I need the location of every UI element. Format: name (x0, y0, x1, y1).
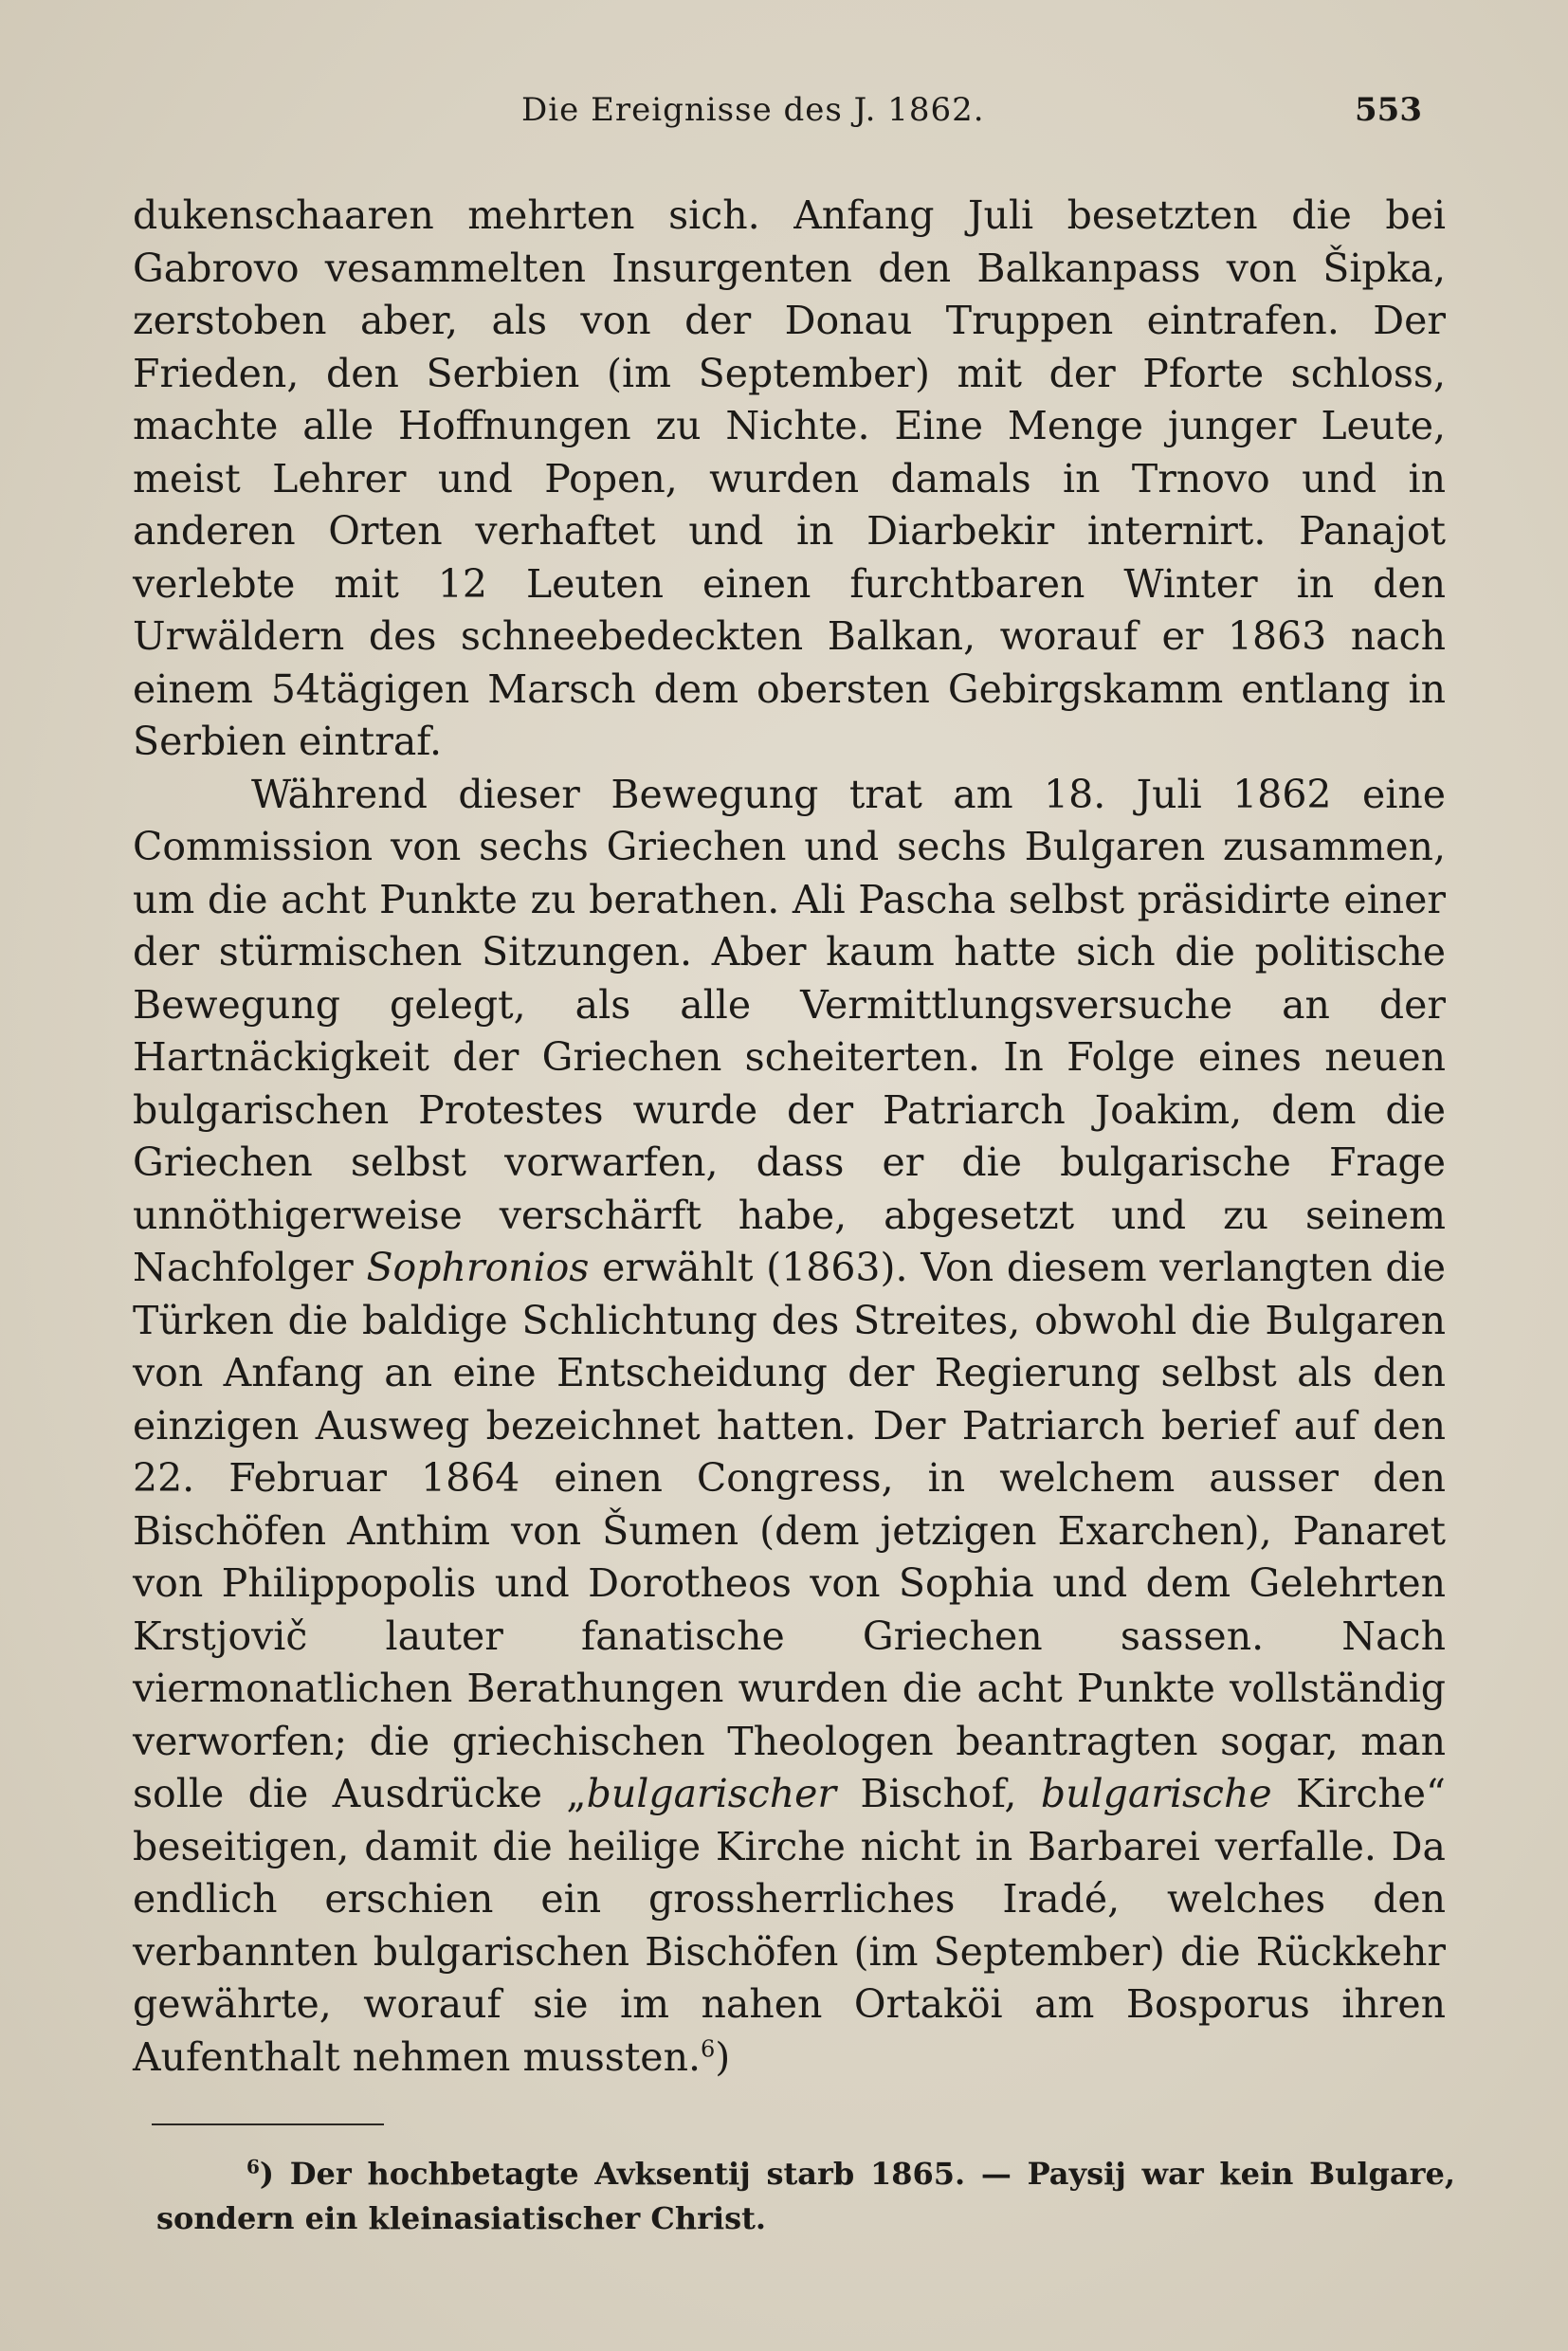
footnote (156, 2152, 1455, 2241)
footnote-marker-suffix: ) (259, 2156, 290, 2192)
running-head (133, 91, 1441, 138)
paragraph-2-closing: ) (715, 2033, 731, 2080)
paragraph-1: dukenschaaren mehrten sich. Anfang Juli besetzten die bei Gabrovo vesammelten Insurgenten den Balkanpass von Šipka, zerstoben aber, als von der Donau Truppen eintrafen. Der Frieden, den Serbien (im September) mit der Pforte schloss, machte alle Hoffnungen zu Nichte. Eine Menge junger Leute, meist Lehrer und Popen, wurden damals in Trnovo und in anderen Orten verhaftet und in Diarbekir internirt. Panajot verlebte mit 12 Leuten einen furchtbaren Winter in den Urwäldern des schneebedeckten Balkan, worauf er 1863 nach einem 54tägigen Marsch dem obersten Gebirgskamm entlang in Serbien eintraf. (133, 192, 1446, 764)
footnote-marker: 6 (246, 2155, 260, 2178)
footnote-divider (152, 2123, 384, 2125)
paragraph-2 (133, 769, 1446, 2085)
body-text (133, 190, 1446, 2084)
paragraph-2-part-3: Bischof, (836, 1771, 1041, 1816)
term-bulgarische: bulgarische (1040, 1771, 1272, 1816)
page-number: 553 (1355, 91, 1422, 129)
term-bulgarischer: bulgarischer (586, 1771, 837, 1816)
footnote-text: Der hochbetagte Avksentij starb 1865. — Paysij war kein Bulgare, sondern ein kleinasiatischer Christ. (156, 2156, 1456, 2236)
paragraph-2-part-4: Kirche“ beseitigen, damit die heilige Kirche nicht in Barbarei verfalle. Da endlich erschien ein grossherrliches Iradé, welches den verbannten bulgarischen Bischöfen (im September) die Rückkehr gewährte, worauf sie im nahen Ortaköi am Bosporus ihren Aufenthalt nehmen mussten. (133, 1771, 1446, 2080)
footnote-reference[interactable]: 6 (701, 2034, 716, 2062)
paragraph-2-part-1: Während dieser Bewegung trat am 18. Juli 1862 eine Commission von sechs Griechen und sechs Bulgaren zusammen, um die acht Punkte zu berathen. Ali Pascha selbst präsidirte einer der stürmischen Sitzungen. Aber kaum hatte sich die politische Bewegung gelegt, als alle Vermittlungsversuche an der Hartnäckigkeit der Griechen scheiterten. In Folge eines neuen bulgarischen Protestes wurde der Patriarch Joakim, dem die Griechen selbst vorwarfen, dass er die bulgarische Frage unnöthigerweise verschärft habe, abgesetzt und zu seinem Nachfolger (133, 771, 1446, 1290)
name-sophronios: Sophronios (366, 1245, 590, 1290)
running-head-title: Die Ereignisse des J. 1862. (521, 91, 985, 129)
paragraph-2-part-2: erwählt (1863). Von diesem verlangten die Türken die baldige Schlichtung des Streites, obwohl die Bulgaren von Anfang an eine Entscheidung der Regierung selbst als den einzigen Ausweg bezeichnet hatten. Der Patriarch berief auf den 22. Februar 1864 einen Congress, in welchem ausser den Bischöfen Anthim von Šumen (dem jetzigen Exarchen), Panaret von Philippopolis und Dorotheos von Sophia und dem Gelehrten Krstjovič lauter fanatische Griechen sassen. Nach viermonatlichen Berathungen wurden die acht Punkte vollständig verworfen; die griechischen Theologen beantragten sogar, man solle die Ausdrücke „ (133, 1245, 1446, 1816)
